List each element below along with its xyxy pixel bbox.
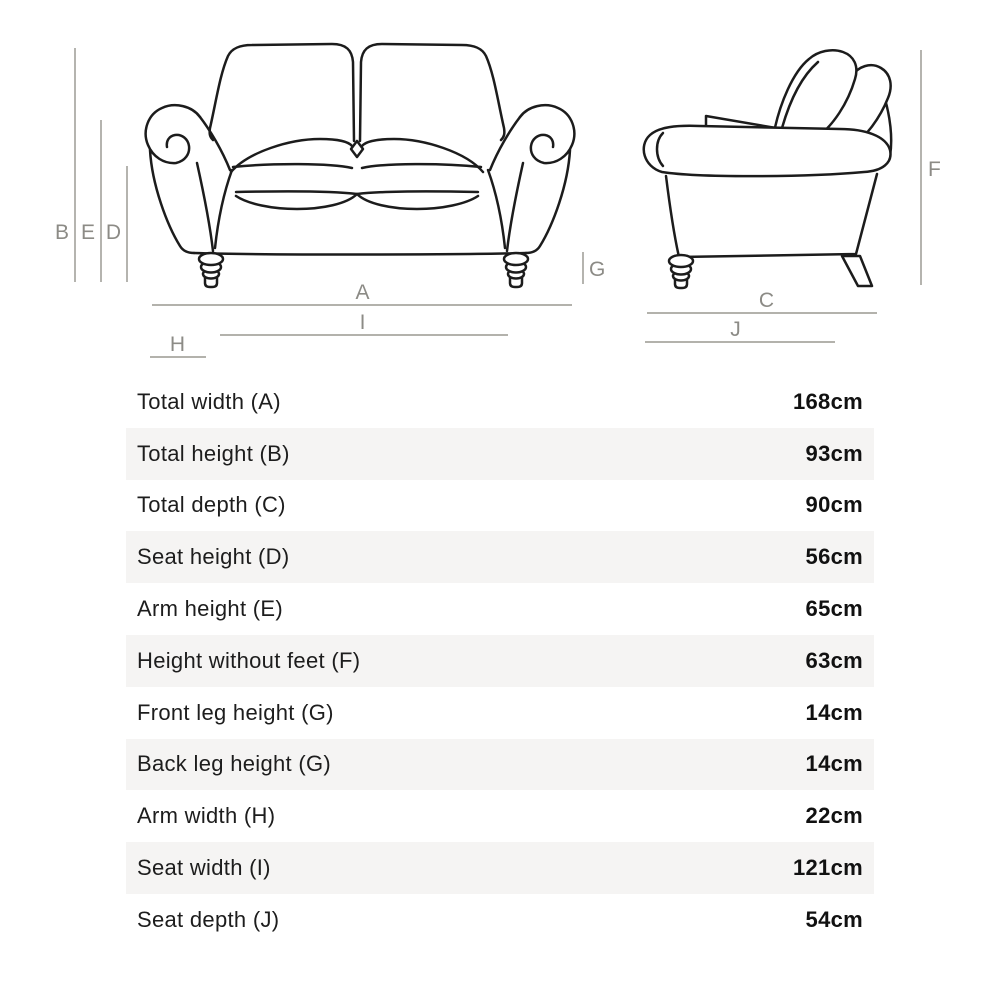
dimension-value: 65cm [805, 596, 863, 622]
arm-left-scroll [146, 105, 200, 163]
arm-left-back-seam [200, 117, 230, 170]
arm-left-inner [197, 163, 213, 251]
dimension-value: 63cm [805, 647, 863, 673]
back-cushion-center-diamond [351, 141, 363, 157]
dimension-value: 56cm [805, 544, 863, 570]
dimension-label: Total width (A) [137, 388, 281, 414]
seat-tuck-left [215, 170, 232, 248]
dimension-value: 14cm [805, 699, 863, 725]
table-row [126, 376, 874, 428]
side-front-leg [669, 255, 693, 288]
dimension-label: Front leg height (G) [137, 699, 334, 725]
dimension-label: Total depth (C) [137, 492, 286, 518]
dimension-label: Seat height (D) [137, 544, 290, 570]
table-row [126, 531, 874, 583]
front-leg-left [199, 253, 223, 287]
dimension-value: 14cm [805, 751, 863, 777]
dim-label-c: C [758, 289, 776, 312]
dim-label-f: F [928, 158, 942, 181]
dim-label-j: J [730, 318, 742, 341]
dimension-label: Arm height (E) [137, 596, 284, 622]
back-cushion-left [210, 44, 354, 141]
seat-cushion-front-seam [233, 164, 481, 168]
back-cushion-right [360, 44, 504, 141]
side-body [666, 174, 877, 257]
table-row [126, 480, 874, 532]
table-row [126, 842, 874, 894]
dimension-label: Total height (B) [137, 440, 290, 466]
seat-tuck-right [488, 170, 505, 248]
dimension-label: Seat depth (J) [137, 906, 280, 932]
dimensions-table [126, 376, 874, 946]
dim-label-d: D [105, 221, 122, 244]
dim-label-h: H [169, 333, 187, 356]
arm-right-back-seam [490, 117, 520, 170]
arm-right-inner [507, 163, 523, 251]
dim-label-i: I [359, 311, 367, 334]
dim-label-g: G [589, 258, 607, 281]
dimension-value: 54cm [805, 906, 863, 932]
table-row [126, 739, 874, 791]
table-row [126, 790, 874, 842]
dimension-value: 121cm [792, 855, 863, 881]
dimension-label: Arm width (H) [137, 803, 276, 829]
side-back-leg [842, 256, 872, 286]
sofa-dimensions-diagram [0, 0, 1000, 372]
arm-left-outer [150, 150, 194, 253]
dimension-label: Seat width (I) [137, 855, 271, 881]
dimension-value: 22cm [805, 803, 863, 829]
arm-right-outer [526, 150, 570, 253]
dim-label-b: B [54, 221, 70, 244]
dimension-label: Back leg height (G) [137, 751, 332, 777]
front-leg-right [504, 253, 528, 287]
dim-label-e: E [80, 221, 96, 244]
sofa-front-view-drawing [146, 44, 575, 287]
table-row [126, 894, 874, 946]
base-bottom-edge [194, 253, 526, 255]
arm-right-scroll [520, 105, 574, 163]
dim-label-a: A [355, 281, 371, 304]
table-row [126, 687, 874, 739]
dimension-labels [55, 158, 942, 356]
side-arm-roll [644, 126, 891, 176]
seat-cushion-bottom-bulges [236, 194, 478, 209]
dimension-value: 90cm [805, 492, 863, 518]
sofa-side-view-drawing [644, 50, 891, 288]
table-row [126, 635, 874, 687]
dimension-value: 93cm [805, 440, 863, 466]
dimension-value: 168cm [792, 388, 863, 414]
table-row [126, 428, 874, 480]
table-row [126, 583, 874, 635]
dimension-label: Height without feet (F) [137, 647, 361, 673]
